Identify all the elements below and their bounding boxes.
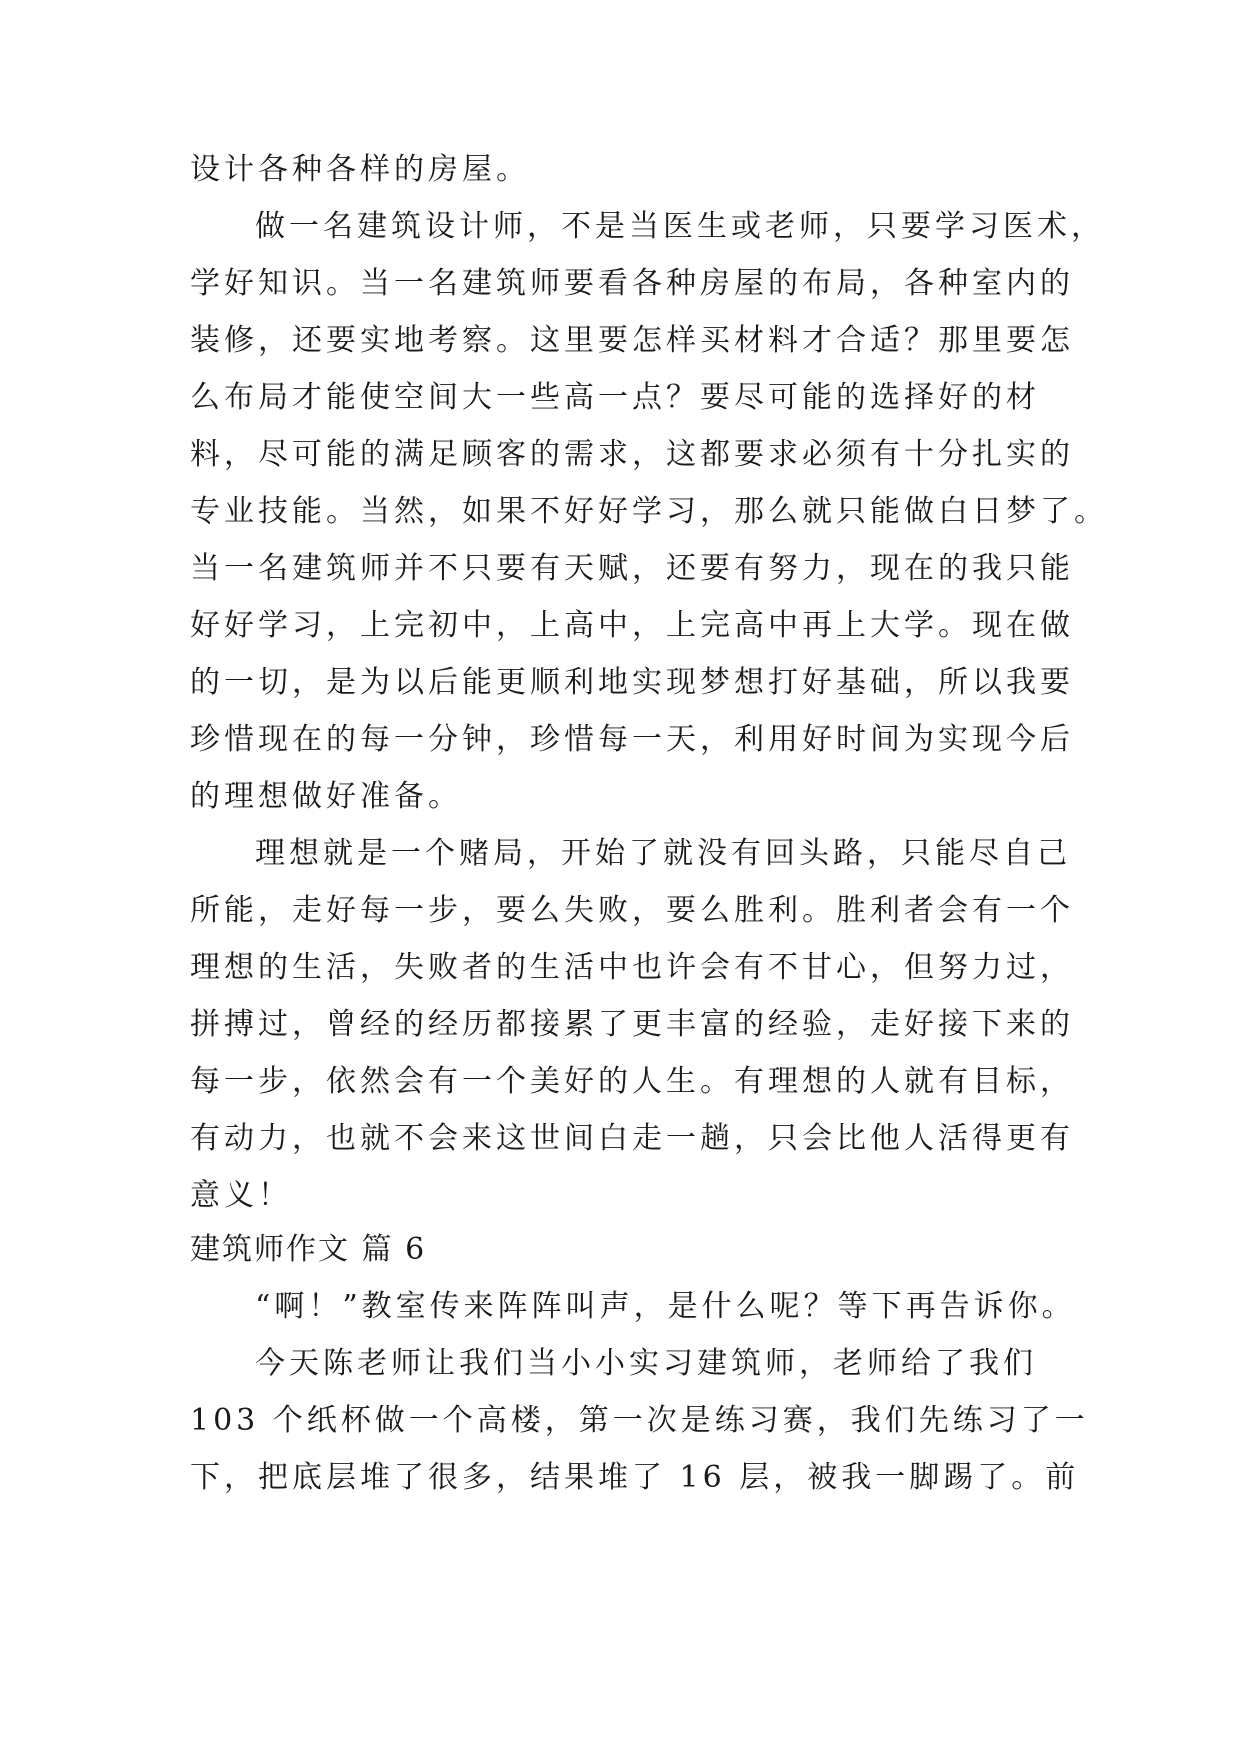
text-line: 的理想做好准备。 <box>190 779 462 814</box>
text-line: 下，把底层堆了很多，结果堆了 16 层，被我一脚踢了。前 <box>190 1460 1080 1495</box>
text-line: 料，尽可能的满足顾客的需求，这都要求必须有十分扎实的 <box>190 437 1074 472</box>
text-line: 103 个纸杯做一个高楼，第一次是练习赛，我们先练习了一 <box>190 1403 1089 1438</box>
text-line: 装修，还要实地考察。这里要怎样买材料才合适？那里要怎 <box>190 323 1074 358</box>
text-line: 所能，走好每一步，要么失败，要么胜利。胜利者会有一个 <box>190 893 1074 928</box>
text-line: 理想的生活，失败者的生活中也许会有不甘心，但努力过， <box>190 950 1074 985</box>
text-line: 意义！ <box>190 1178 292 1213</box>
text-line: 专业技能。当然，如果不好好学习，那么就只能做白日梦了。 <box>190 494 1108 529</box>
paragraph-start-line: 理想就是一个赌局，开始了就没有回头路，只能尽自己 <box>255 836 1071 871</box>
text-line: 每一步，依然会有一个美好的人生。有理想的人就有目标， <box>190 1064 1074 1099</box>
text-line: 有动力，也就不会来这世间白走一趟，只会比他人活得更有 <box>190 1121 1074 1156</box>
text-line: 当一名建筑师并不只要有天赋，还要有努力，现在的我只能 <box>190 551 1074 586</box>
paragraph-start-line: 做一名建筑设计师，不是当医生或老师，只要学习医术， <box>255 209 1105 244</box>
paragraph-start-line: “啊！”教室传来阵阵叫声，是什么呢？等下再告诉你。 <box>255 1289 1076 1324</box>
section-heading: 建筑师作文 篇 6 <box>190 1232 427 1267</box>
text-line: 设计各种各样的房屋。 <box>190 152 530 187</box>
text-line: 么布局才能使空间大一些高一点？要尽可能的选择好的材 <box>190 380 1040 415</box>
text-line: 的一切，是为以后能更顺利地实现梦想打好基础，所以我要 <box>190 665 1074 700</box>
text-line: 拼搏过，曾经的经历都接累了更丰富的经验，走好接下来的 <box>190 1007 1074 1042</box>
paragraph-start-line: 今天陈老师让我们当小小实习建筑师，老师给了我们 <box>255 1346 1037 1381</box>
text-line: 学好知识。当一名建筑师要看各种房屋的布局，各种室内的 <box>190 266 1074 301</box>
text-line: 好好学习，上完初中，上高中，上完高中再上大学。现在做 <box>190 608 1074 643</box>
text-line: 珍惜现在的每一分钟，珍惜每一天，利用好时间为实现今后 <box>190 722 1074 757</box>
